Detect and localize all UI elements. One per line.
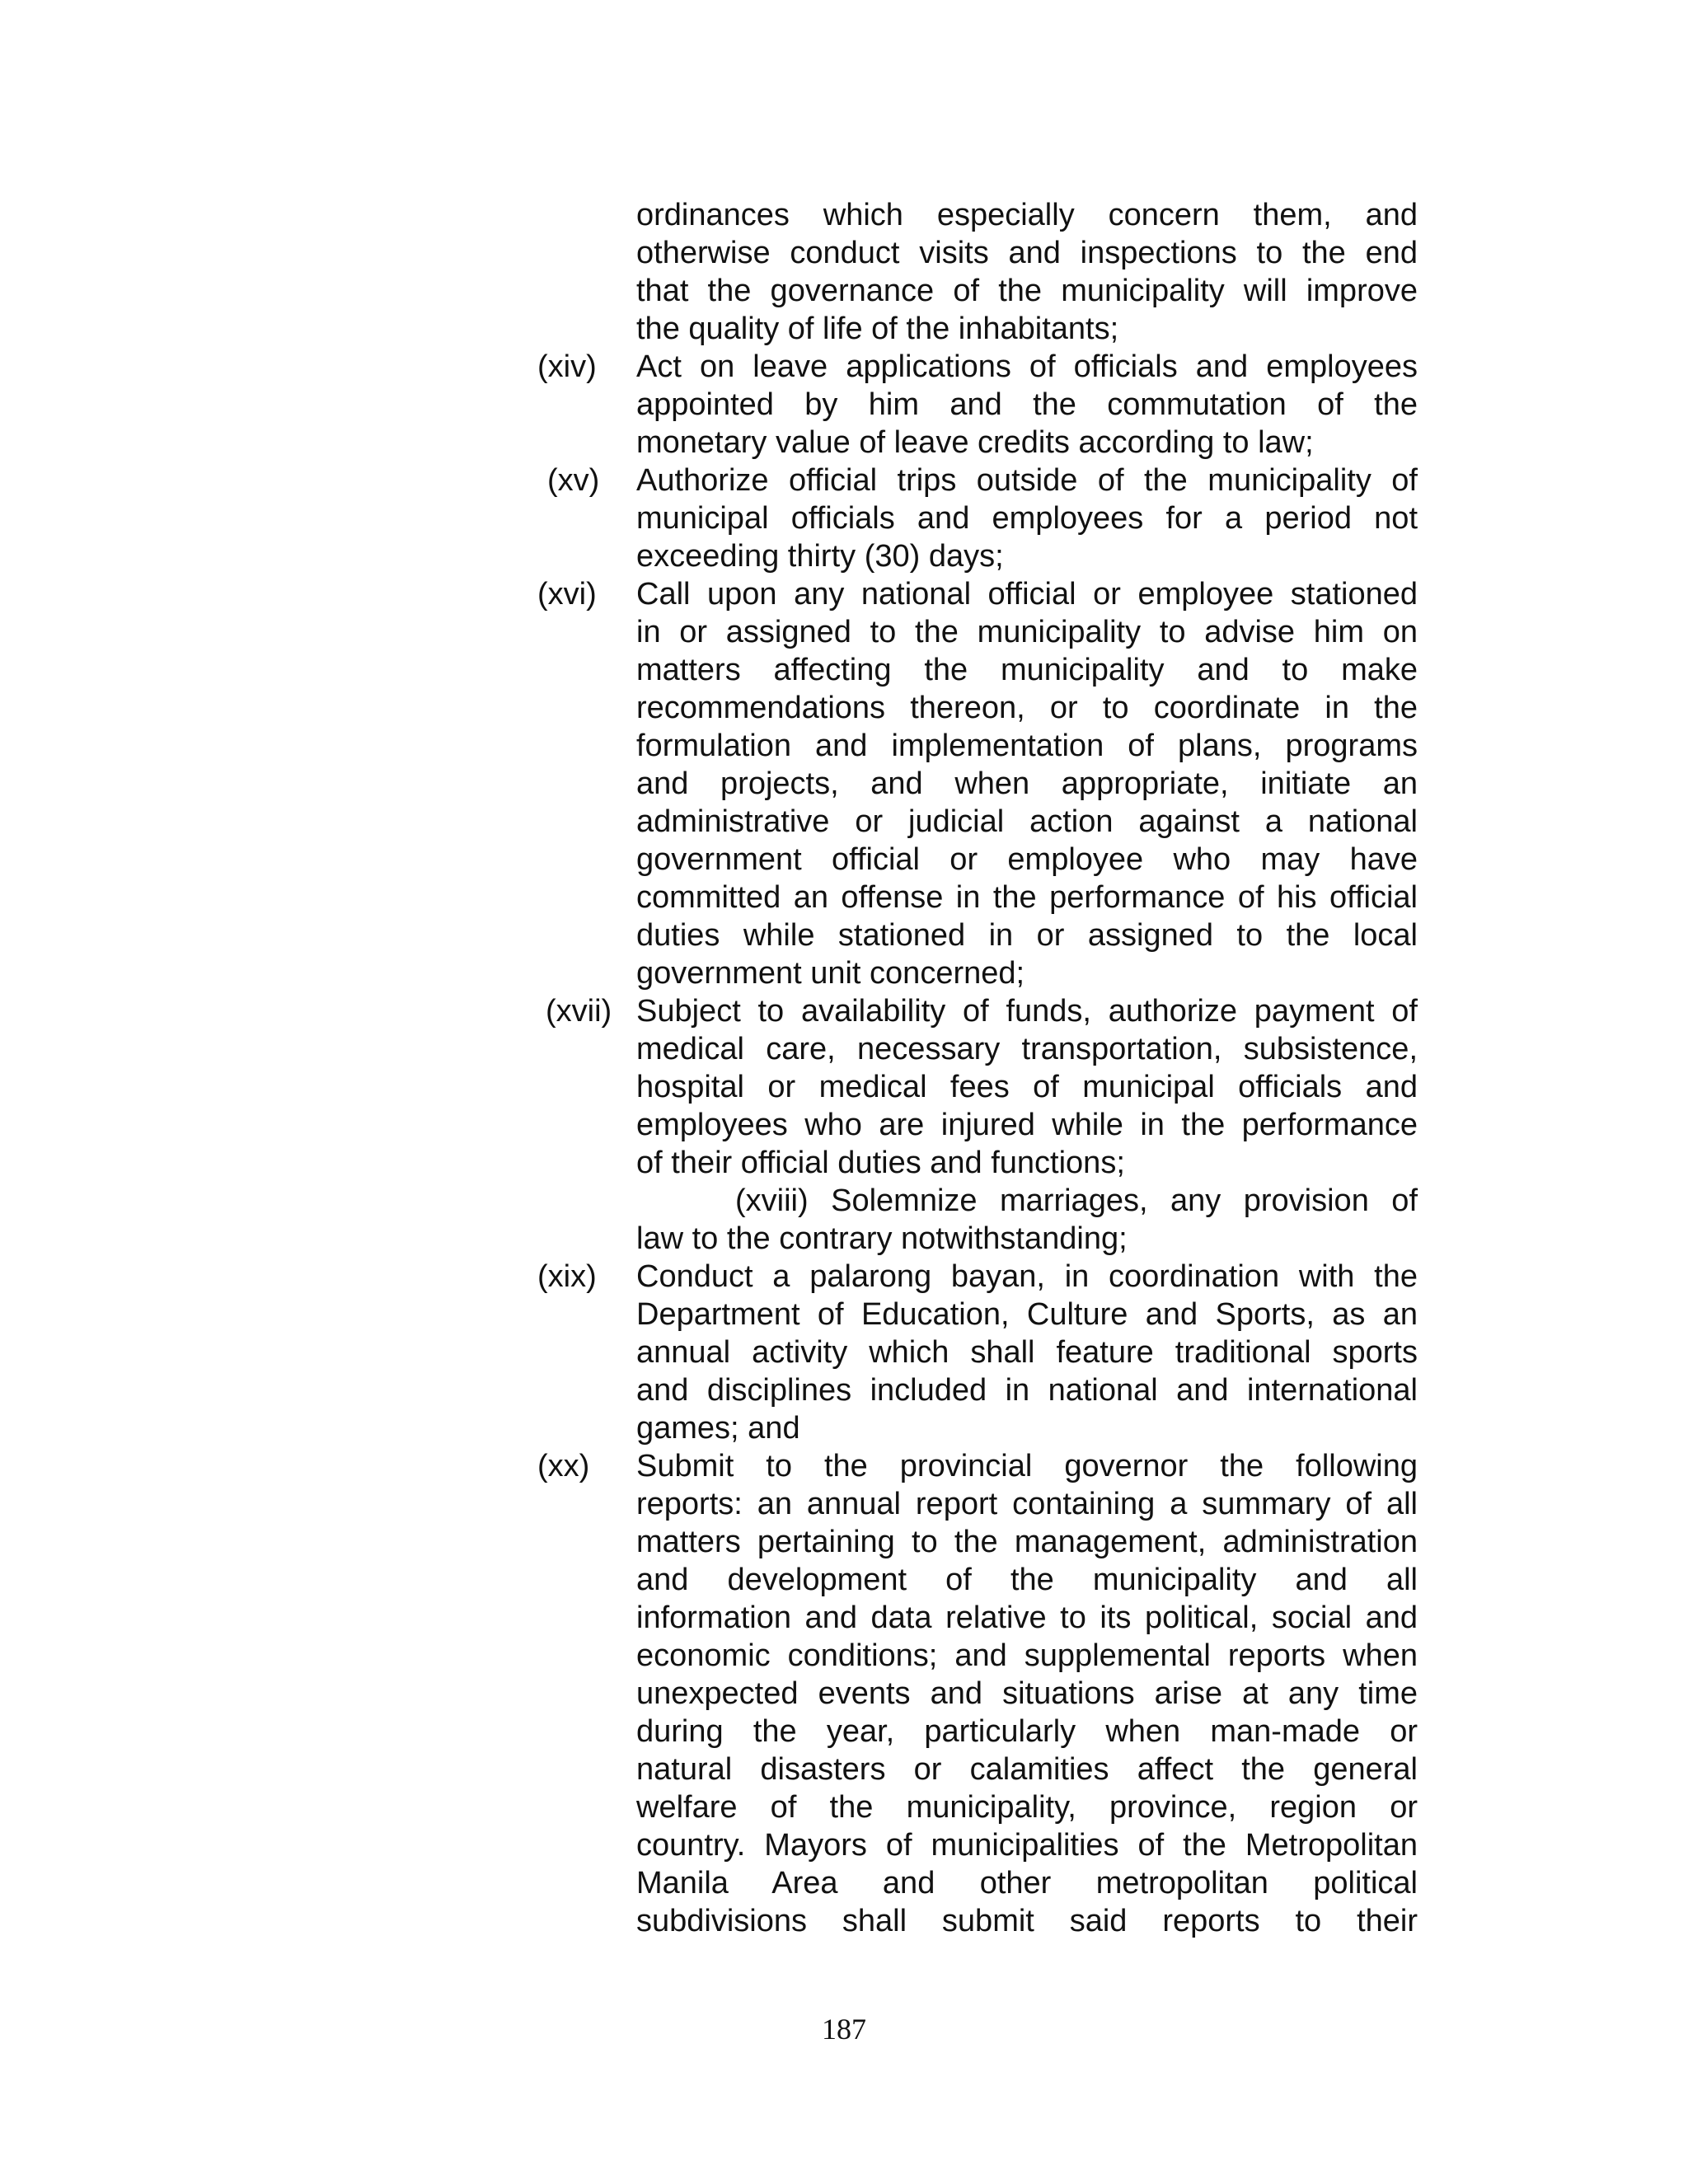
item-marker: (xx) — [537, 1449, 590, 1483]
text-line: administrative or judicial action against a national — [636, 804, 1418, 839]
page-number: 187 — [822, 2013, 866, 2046]
text-line: Act on leave applications of officials and employees — [636, 349, 1418, 384]
text-line: and disciplines included in national and international — [636, 1373, 1418, 1408]
text-line: government unit concerned; — [636, 956, 1025, 991]
text-line: the quality of life of the inhabitants; — [636, 312, 1119, 346]
text-line: recommendations thereon, or to coordinate in the — [636, 691, 1418, 725]
text-line: employees who are injured while in the performance — [636, 1108, 1418, 1142]
text-line: and development of the municipality and all — [636, 1563, 1418, 1597]
text-line: Subject to availability of funds, authorize payment of — [636, 994, 1418, 1029]
text-line: committed an offense in the performance of his official — [636, 880, 1418, 915]
text-line: Department of Education, Culture and Sports, as an — [636, 1297, 1418, 1332]
text-line: that the governance of the municipality will improve — [636, 274, 1418, 308]
text-line: annual activity which shall feature traditional sports — [636, 1335, 1418, 1370]
text-line: and projects, and when appropriate, initiate an — [636, 766, 1418, 801]
text-line: economic conditions; and supplemental reports when — [636, 1638, 1418, 1673]
text-line: law to the contrary notwithstanding; — [636, 1221, 1128, 1256]
text-line: games; and — [636, 1411, 800, 1446]
text-line: Call upon any national official or employee stationed — [636, 577, 1418, 612]
text-line: matters affecting the municipality and to make — [636, 653, 1418, 687]
item-marker: (xv) — [547, 463, 600, 498]
text-line: duties while stationed in or assigned to the local — [636, 918, 1418, 953]
text-line: Submit to the provincial governor the following — [636, 1449, 1418, 1483]
text-line: exceeding thirty (30) days; — [636, 539, 1004, 574]
text-line: during the year, particularly when man-made or — [636, 1714, 1418, 1749]
text-line: in or assigned to the municipality to advise him on — [636, 615, 1418, 649]
text-line: medical care, necessary transportation, subsistence, — [636, 1032, 1418, 1066]
text-line: information and data relative to its political, social and — [636, 1601, 1418, 1635]
text-line: Manila Area and other metropolitan political — [636, 1866, 1418, 1900]
text-line: Authorize official trips outside of the municipality of — [636, 463, 1418, 498]
text-line: hospital or medical fees of municipal officials and — [636, 1070, 1418, 1104]
text-line: monetary value of leave credits according to law; — [636, 425, 1314, 460]
item-marker: (xvii) — [546, 994, 612, 1029]
text-line: of their official duties and functions; — [636, 1146, 1125, 1180]
text-line: natural disasters or calamities affect the general — [636, 1752, 1418, 1787]
item-marker: (xvi) — [537, 577, 597, 612]
text-line: Conduct a palarong bayan, in coordination with the — [636, 1259, 1418, 1294]
text-line: unexpected events and situations arise at any time — [636, 1676, 1418, 1711]
text-line: matters pertaining to the management, administration — [636, 1525, 1418, 1559]
text-line: reports: an annual report containing a summary of all — [636, 1487, 1418, 1521]
item-marker: (xiv) — [537, 349, 597, 384]
text-line: welfare of the municipality, province, region or — [636, 1790, 1418, 1825]
text-line: appointed by him and the commutation of the — [636, 387, 1418, 422]
text-line: subdivisions shall submit said reports to their — [636, 1904, 1418, 1938]
text-line: government official or employee who may have — [636, 842, 1418, 877]
text-line: municipal officials and employees for a period not — [636, 501, 1418, 536]
item-marker: (xix) — [537, 1259, 597, 1294]
text-line: (xviii) Solemnize marriages, any provision of — [735, 1183, 1418, 1218]
text-line: otherwise conduct visits and inspections to the end — [636, 236, 1418, 270]
text-line: country. Mayors of municipalities of the Metropolitan — [636, 1828, 1418, 1863]
text-line: ordinances which especially concern them, and — [636, 198, 1418, 232]
text-line: formulation and implementation of plans, programs — [636, 729, 1418, 763]
